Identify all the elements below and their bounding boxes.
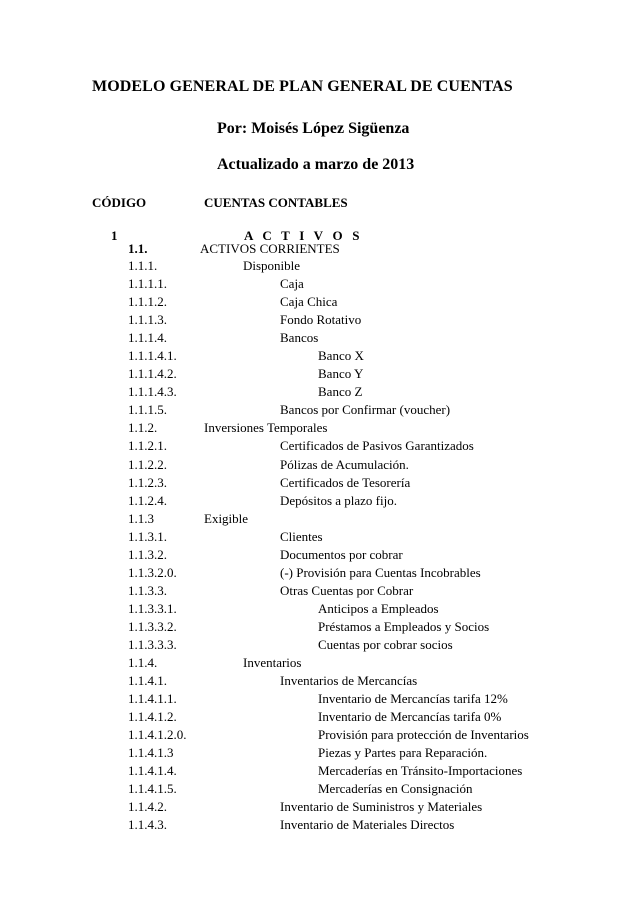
account-row <box>0 457 638 475</box>
account-code: 1.1.1.4.2. <box>128 366 177 382</box>
account-row <box>0 529 638 547</box>
account-name: Inventario de Materiales Directos <box>280 817 455 833</box>
account-name: Cuentas por cobrar socios <box>318 636 453 652</box>
account-name: Pólizas de Acumulación. <box>280 456 409 472</box>
account-code: 1.1.2.3. <box>128 474 167 490</box>
document-updated-date: Actualizado a marzo de 2013 <box>217 156 415 173</box>
account-row <box>0 366 638 384</box>
account-code: 1.1.1.4. <box>128 330 167 346</box>
account-name: Bancos <box>280 330 319 346</box>
account-name: Inventarios <box>243 655 302 671</box>
account-name: Inversiones Temporales <box>204 420 328 436</box>
account-code: 1.1.1.5. <box>128 402 167 418</box>
account-code: 1.1.3 <box>128 510 154 526</box>
account-code: 1.1.4.1.2. <box>128 709 177 725</box>
account-code: 1.1.4.1.4. <box>128 763 177 779</box>
account-row <box>0 384 638 402</box>
account-row <box>0 475 638 493</box>
account-code: 1.1.1.3. <box>128 312 167 328</box>
account-row <box>0 312 638 330</box>
column-header-accounts: CUENTAS CONTABLES <box>204 195 348 210</box>
group-name: A C T I V O S <box>244 228 363 243</box>
account-row <box>0 655 638 673</box>
account-code: 1.1.4. <box>128 655 158 671</box>
account-row <box>0 276 638 294</box>
account-code: 1.1.2.4. <box>128 492 167 508</box>
account-name: Bancos por Confirmar (voucher) <box>280 402 451 418</box>
account-row <box>0 727 638 745</box>
account-row <box>0 745 638 763</box>
account-row <box>0 565 638 583</box>
account-row <box>0 781 638 799</box>
document-title: MODELO GENERAL DE PLAN GENERAL DE CUENTAS <box>92 78 513 95</box>
account-name: Piezas y Partes para Reparación. <box>318 745 488 761</box>
account-row <box>0 619 638 637</box>
account-row <box>0 511 638 529</box>
account-code: 1.1.1.2. <box>128 294 167 310</box>
account-name: Inventarios de Mercancías <box>280 673 418 689</box>
account-list <box>0 258 638 836</box>
account-code: 1.1.3.3.3. <box>128 636 177 652</box>
account-code: 1.1.4.1.2.0. <box>128 727 187 743</box>
account-row <box>0 493 638 511</box>
account-row <box>0 402 638 420</box>
account-row <box>0 258 638 276</box>
account-name: Inventario de Suministros y Materiales <box>280 799 483 815</box>
account-code: 1.1.3.1. <box>128 528 167 544</box>
account-code: 1.1.2.2. <box>128 456 167 472</box>
account-code: 1.1.3.3.2. <box>128 618 177 634</box>
account-code: 1.1.3.3. <box>128 582 167 598</box>
account-code: 1.1.4.1.1. <box>128 691 177 707</box>
column-header-code: CÓDIGO <box>92 195 147 210</box>
account-name: Caja Chica <box>280 294 338 310</box>
account-code: 1.1.1.4.3. <box>128 384 177 400</box>
account-name: Inventario de Mercancías tarifa 0% <box>318 709 502 725</box>
account-code: 1.1.4.1. <box>128 673 167 689</box>
account-name: Banco Y <box>318 366 364 382</box>
account-name: Disponible <box>243 258 301 273</box>
account-row <box>0 763 638 781</box>
account-code: 1.1.3.2. <box>128 546 167 562</box>
account-name: Certificados de Tesorería <box>280 474 411 490</box>
account-code: 1.1.1.4.1. <box>128 348 177 364</box>
account-name: Provisión para protección de Inventarios <box>318 727 529 743</box>
account-row <box>0 601 638 619</box>
account-name: Inventario de Mercancías tarifa 12% <box>318 691 508 707</box>
account-name: Otras Cuentas por Cobrar <box>280 582 414 598</box>
account-code: 1.1.4.1.3 <box>128 745 174 761</box>
account-code: 1.1.3.2.0. <box>128 564 177 580</box>
account-code: 1.1.1.1. <box>128 276 167 292</box>
account-code: 1.1.2.1. <box>128 438 167 454</box>
account-row <box>0 420 638 438</box>
account-code: 1.1.4.3. <box>128 817 167 833</box>
account-row <box>0 330 638 348</box>
account-name: (-) Provisión para Cuentas Incobrables <box>280 564 481 580</box>
account-row <box>0 547 638 565</box>
account-name: Clientes <box>280 528 323 544</box>
account-name: Mercaderías en Consignación <box>318 781 473 797</box>
account-row <box>0 583 638 601</box>
account-name: Mercaderías en Tránsito-Importaciones <box>318 763 523 779</box>
account-name: Préstamos a Empleados y Socios <box>318 618 490 634</box>
account-name: Banco Z <box>318 384 363 400</box>
account-row <box>0 673 638 691</box>
account-code: 1.1.1. <box>128 258 158 273</box>
account-row <box>0 348 638 366</box>
account-code: 1.1.2. <box>128 420 158 436</box>
account-name: Banco X <box>318 348 364 364</box>
account-name: Exigible <box>204 510 249 526</box>
account-row <box>0 438 638 456</box>
account-row <box>0 817 638 835</box>
account-name: Caja <box>280 276 304 292</box>
account-name: Depósitos a plazo fijo. <box>280 492 397 508</box>
account-name: Fondo Rotativo <box>280 312 362 328</box>
subgroup-code: 1.1. <box>128 241 148 256</box>
account-row <box>0 709 638 727</box>
account-row <box>0 799 638 817</box>
document-author: Por: Moisés López Sigüenza <box>217 120 410 137</box>
account-code: 1.1.4.2. <box>128 799 167 815</box>
account-row <box>0 637 638 655</box>
account-code: 1.1.4.1.5. <box>128 781 177 797</box>
account-name: Documentos por cobrar <box>280 546 403 562</box>
subgroup-name: ACTIVOS CORRIENTES <box>200 241 340 256</box>
account-name: Certificados de Pasivos Garantizados <box>280 438 474 454</box>
account-row <box>0 294 638 312</box>
account-code: 1.1.3.3.1. <box>128 600 177 616</box>
account-name: Anticipos a Empleados <box>318 600 439 616</box>
group-code: 1 <box>111 228 118 243</box>
account-row <box>0 691 638 709</box>
